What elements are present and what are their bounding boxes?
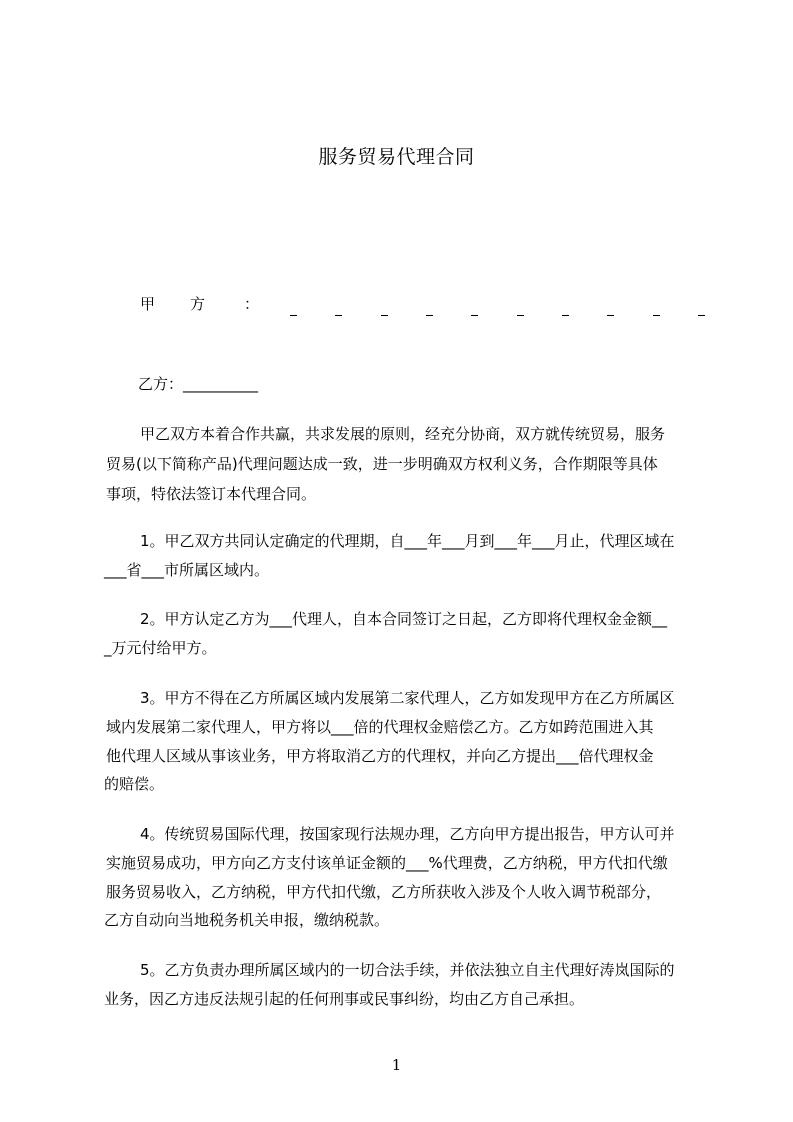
- blank-segment: [607, 295, 614, 316]
- party-a-field: [140, 291, 705, 317]
- clause-2-line-2: _万元付给甲方。: [104, 639, 217, 657]
- party-a-label-char-2: 方: [190, 295, 206, 313]
- clause-5-line-1: 5。乙方负责办理所属区域内的一切合法手续，并依法独立自主代理好涛岚国际的: [140, 961, 675, 979]
- blank-segment: [381, 295, 388, 316]
- clause-4-line-1: 4。传统贸易国际代理，按国家现行法规办理，乙方向甲方提出报告，甲方认可并: [140, 825, 675, 843]
- clause-2-line-1: 2。甲方认定乙方为___代理人，自本合同签订之日起，乙方即将代理权金金额__: [140, 610, 668, 628]
- clause-4-line-2: 实施贸易成功，甲方向乙方支付该单证金额的___%代理费，乙方纳税，甲方代扣代缴: [106, 854, 668, 872]
- blank-segment: [653, 295, 660, 316]
- blank-segment: [517, 295, 524, 316]
- party-a-blank-line: [290, 295, 705, 316]
- clause-4-line-3: 服务贸易收入，乙方纳税，甲方代扣代缴，乙方所获收入涉及个人收入调节税部分，: [106, 883, 662, 901]
- page-number: 1: [391, 1056, 402, 1074]
- clause-3-line-4: 的赔偿。: [104, 775, 165, 793]
- clause-1-line-1: 1。甲乙双方共同认定确定的代理期，自___年___月到___年___月止，代理区域在: [140, 532, 675, 550]
- document-title: 服务贸易代理合同: [318, 146, 475, 168]
- blank-segment: [562, 295, 569, 316]
- blank-segment: [426, 295, 433, 316]
- clause-3-line-1: 3。甲方不得在乙方所属区域内发展第二家代理人，乙方如发现甲方在乙方所属区: [140, 689, 675, 707]
- blank-segment: [698, 295, 705, 316]
- party-b-field: 乙方：__________: [138, 375, 259, 393]
- blank-segment: [335, 295, 342, 316]
- clause-1-line-2: ___省___市所属区域内。: [104, 561, 270, 579]
- clause-4-line-4: 乙方自动向当地税务机关申报，缴纳税款。: [104, 911, 390, 929]
- blank-segment: [471, 295, 478, 316]
- clause-3-line-3: 他代理人区域从事该业务，甲方将取消乙方的代理权，并向乙方提出___倍代理权金: [106, 747, 654, 765]
- blank-segment: [290, 295, 297, 316]
- intro-paragraph-line-2: 贸易(以下简称产品)代理问题达成一致，进一步明确双方权利义务，合作期限等具体: [106, 455, 658, 473]
- party-a-label-colon: ：: [244, 295, 260, 313]
- clause-3-line-2: 域内发展第二家代理人，甲方将以___倍的代理权金赔偿乙方。乙方如跨范围进入其: [106, 718, 654, 736]
- intro-paragraph-line-3: 事项，特依法签订本代理合同。: [106, 485, 317, 503]
- clause-5-line-2: 业务，因乙方违反法规引起的任何刑事或民事纠纷，均由乙方自己承担。: [104, 990, 585, 1008]
- party-a-label-char-1: 甲: [140, 295, 156, 313]
- intro-paragraph-line-1: 甲乙双方本着合作共赢，共求发展的原则，经充分协商，双方就传统贸易，服务: [140, 425, 666, 443]
